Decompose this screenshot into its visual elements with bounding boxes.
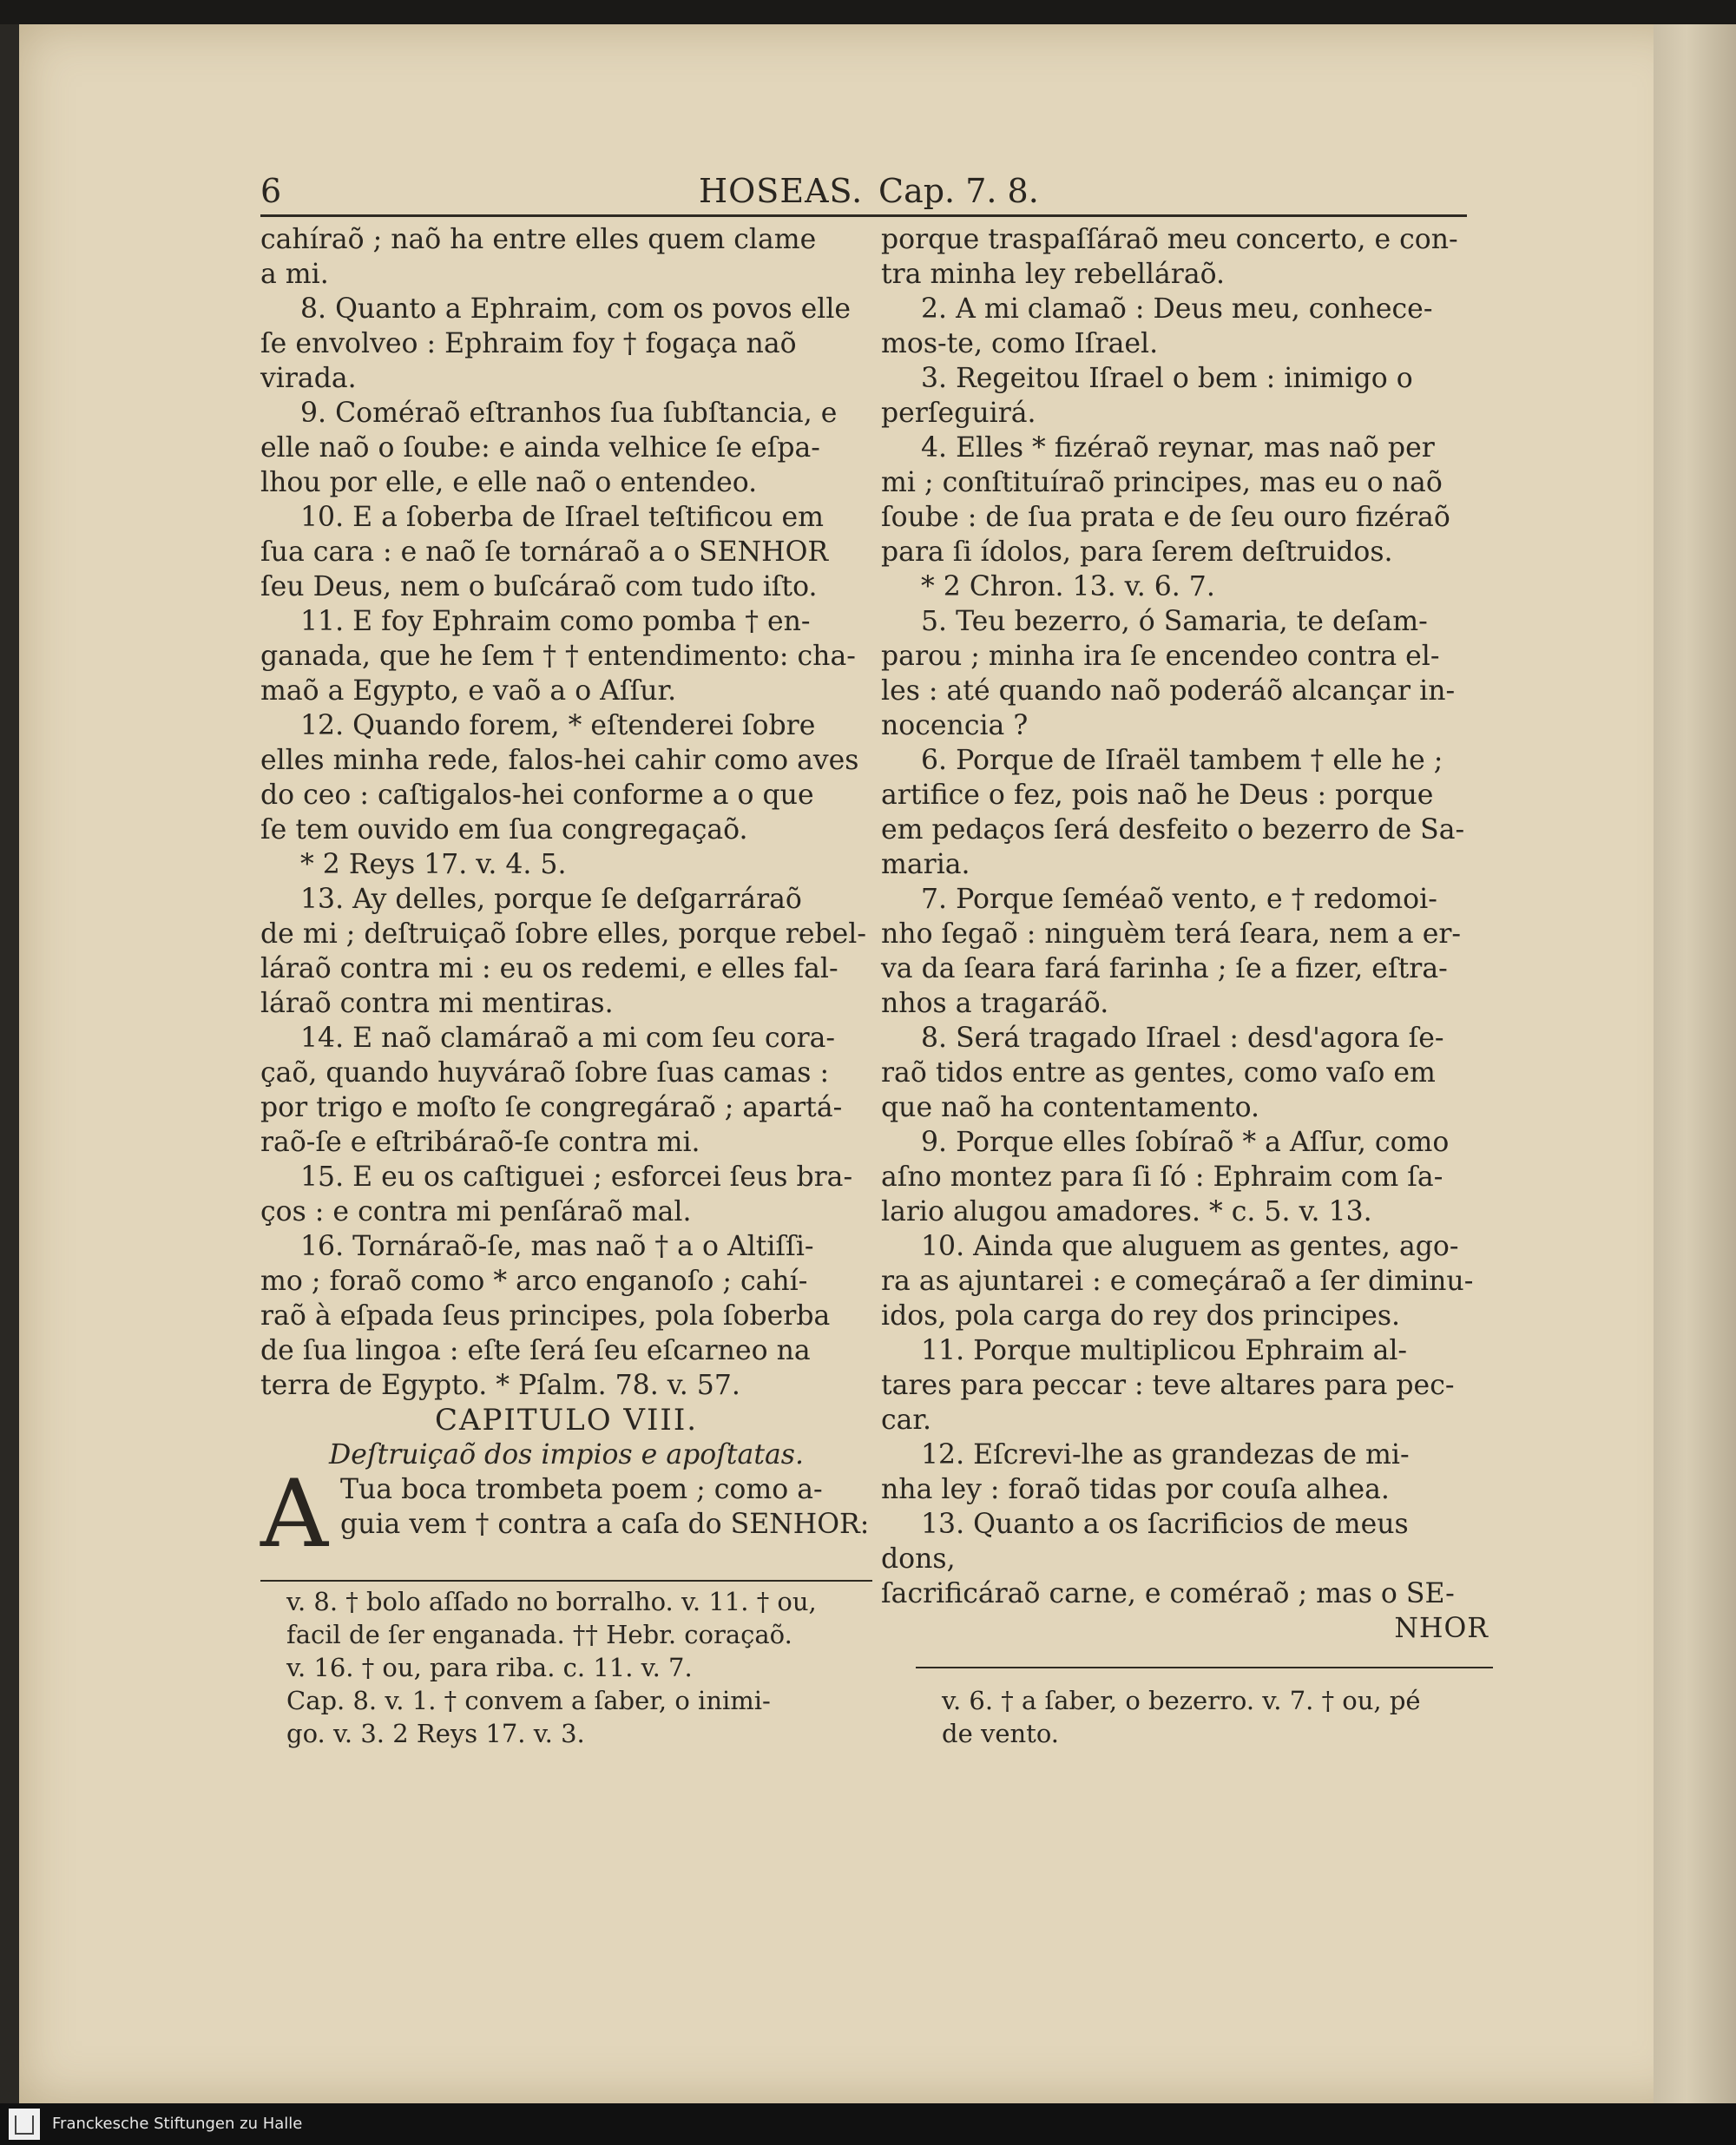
text-line: car. — [881, 1405, 932, 1436]
text-line: 2. A mi clamaõ : Deus meu, conhece- — [921, 293, 1433, 325]
text-line: por trigo e moſto ſe congregáraõ ; apartá- — [260, 1092, 843, 1123]
right-footnote-rule — [916, 1667, 1493, 1668]
text-line: elle naõ o ſoube: e ainda velhice ſe eſpa- — [260, 432, 820, 464]
text-line: 11. Porque multiplicou Ephraim al- — [921, 1335, 1408, 1366]
text-line: guia vem † contra a caſa do SENHOR: — [340, 1509, 870, 1540]
text-line: lhou por elle, e elle naõ o entendeo. — [260, 467, 758, 498]
header-rule — [260, 214, 1467, 217]
text-line: do ceo : caſtigalos-hei conforme a o que — [260, 780, 814, 811]
text-line: 11. E foy Ephraim como pomba † en- — [300, 606, 811, 637]
text-line: a mi. — [260, 259, 329, 290]
text-line: 16. Tornáraõ-ſe, mas naõ † a o Altiſſi- — [300, 1231, 814, 1262]
chapter-heading: CAPITULO VIII. — [434, 1403, 699, 1438]
running-title: HOSEAS. — [699, 172, 864, 210]
text-line: artifice o fez, pois naõ he Deus : porque — [881, 780, 1434, 811]
text-line: ganada, que he ſem † † entendimento: cha- — [260, 641, 856, 672]
text-line: 12. Quando forem, * eſtenderei ſobre — [300, 710, 816, 741]
left-column-text — [260, 222, 872, 1403]
text-line: ços : e contra mi penſáraõ mal. — [260, 1196, 692, 1227]
archive-name: Franckesche Stiftungen zu Halle — [52, 2115, 303, 2133]
text-line: Tua boca trombeta poem ; como a- — [340, 1474, 823, 1505]
text-line: ſe tem ouvido em ſua congregaçaõ. — [260, 814, 748, 845]
footnote-line: v. 6. † a ſaber, o bezerro. v. 7. † ou, pé — [942, 1686, 1421, 1715]
text-line: porque traspaſſáraõ meu concerto, e con- — [881, 224, 1458, 255]
text-line: tra minha ley rebelláraõ. — [881, 259, 1226, 290]
scan-top-border — [0, 0, 1736, 24]
text-line: terra de Egypto. * Pſalm. 78. v. 57. — [260, 1370, 740, 1401]
text-line: 4. Elles * fizéraõ reynar, mas naõ per — [921, 432, 1435, 464]
text-line: raõ-ſe e eſtribáraõ-ſe contra mi. — [260, 1127, 700, 1158]
text-line: ſoube : de ſua prata e de ſeu ouro fizéraõ — [881, 502, 1450, 533]
text-line: cahíraõ ; naõ ha entre elles quem clame — [260, 224, 817, 255]
chapter-reference: Cap. 7. 8. — [878, 172, 1039, 210]
text-line: láraõ contra mi mentiras. — [260, 988, 614, 1019]
text-line: nha ley : foraõ tidas por couſa alhea. — [881, 1474, 1390, 1505]
text-line: 7. Porque ſeméaõ vento, e † redomoi- — [921, 884, 1437, 915]
text-line: 8. Será tragado Iſrael : desd'agora ſe- — [921, 1023, 1444, 1054]
text-line: 14. E naõ clamáraõ a mi com ſeu cora- — [300, 1023, 836, 1054]
text-line: nho ſegaõ : ninguèm terá ſeara, nem a er- — [881, 918, 1462, 950]
text-line: 5. Teu bezerro, ó Samaria, te deſam- — [921, 606, 1428, 637]
footnote-line: Cap. 8. v. 1. † convem a ſaber, o inimi- — [286, 1686, 771, 1715]
text-line: 3. Regeitou Iſrael o bem : inimigo o — [921, 363, 1413, 394]
text-line: ſe envolveo : Ephraim foy † fogaça naõ — [260, 328, 797, 359]
text-line: de mi ; deſtruiçaõ ſobre elles, porque rebel- — [260, 918, 866, 950]
right-footnotes — [942, 1684, 1497, 1750]
text-line: nocencia ? — [881, 710, 1029, 741]
catchword: NHOR — [1394, 1613, 1489, 1644]
right-column-text — [881, 222, 1489, 1611]
footnote-line: go. v. 3. 2 Reys 17. v. 3. — [286, 1719, 585, 1748]
text-line: ra as ajuntarei : e começáraõ a ſer diminu- — [881, 1266, 1474, 1297]
text-line: çaõ, quando huyváraõ ſobre ſuas camas : — [260, 1057, 830, 1089]
drop-cap: A — [260, 1460, 328, 1569]
text-line: nhos a tragaráõ. — [881, 988, 1109, 1019]
page-edge — [1654, 24, 1736, 2103]
text-line: * 2 Chron. 13. v. 6. 7. — [921, 571, 1215, 602]
text-line: 10. E a ſoberba de Iſrael teſtificou em — [300, 502, 824, 533]
text-line: ſeu Deus, nem o buſcáraõ com tudo iſto. — [260, 571, 818, 602]
chapter-summary: Deſtruiçaõ dos impios e apoſtatas. — [329, 1439, 804, 1471]
chapter-opening — [260, 1460, 872, 1569]
text-line: ſacrificáraõ carne, e coméraõ ; mas o SE- — [881, 1578, 1455, 1609]
footnote-line: facil de ſer enganada. †† Hebr. coraçaõ. — [286, 1620, 792, 1649]
text-line: 15. E eu os caſtiguei ; esforcei ſeus bra- — [300, 1161, 853, 1193]
text-line: lario alugou amadores. * c. 5. v. 13. — [881, 1196, 1372, 1227]
text-line: de ſua lingoa : eſte ſerá ſeu eſcarneo na — [260, 1335, 811, 1366]
text-line: les : até quando naõ poderáõ alcançar in- — [881, 675, 1456, 707]
text-line: em pedaços ſerá desfeito o bezerro de Sa- — [881, 814, 1465, 845]
text-line: 9. Coméraõ eſtranhos ſua ſubſtancia, e — [300, 398, 838, 429]
text-line: 6. Porque de Iſraël tambem † elle he ; — [921, 745, 1443, 776]
running-header — [260, 174, 1471, 215]
text-line: mo ; foraõ como * arco enganoſo ; cahí- — [260, 1266, 808, 1297]
text-line: 13. Quanto a os ſacrificios de meus dons, — [881, 1509, 1409, 1575]
right-column — [881, 222, 1489, 1646]
text-line: tares para peccar : teve altares para pec- — [881, 1370, 1455, 1401]
text-line: aſno montez para ſi ſó : Ephraim com ſa- — [881, 1161, 1443, 1193]
text-line: parou ; minha ira ſe encendeo contra el- — [881, 641, 1440, 672]
left-footnotes — [286, 1585, 877, 1750]
footnote-line: v. 16. † ou, para riba. c. 11. v. 7. — [286, 1653, 693, 1682]
archive-footer — [0, 2103, 1736, 2145]
left-column — [260, 222, 872, 1569]
text-line: maria. — [881, 849, 970, 880]
text-line: perſeguirá. — [881, 398, 1036, 429]
text-line: elles minha rede, falos-hei cahir como aves — [260, 745, 859, 776]
text-line: 12. Eſcrevi-lhe as grandezas de mi- — [921, 1439, 1410, 1471]
footnote-line: de vento. — [942, 1719, 1059, 1748]
text-line: 10. Ainda que aluguem as gentes, ago- — [921, 1231, 1459, 1262]
text-line: raõ à eſpada ſeus principes, pola ſoberba — [260, 1300, 831, 1332]
text-line: mi ; conſtituíraõ principes, mas eu o naõ — [881, 467, 1443, 498]
text-line: * 2 Reys 17. v. 4. 5. — [300, 849, 567, 880]
footnote-line: v. 8. † bolo aſſado no borralho. v. 11. † ou, — [286, 1587, 817, 1616]
text-line: para ſi ídolos, para ſerem deſtruidos. — [881, 536, 1393, 568]
text-line: láraõ contra mi : eu os redemi, e elles fal- — [260, 953, 838, 984]
text-line: raõ tidos entre as gentes, como vaſo em — [881, 1057, 1436, 1089]
text-line: va da ſeara fará farinha ; ſe a fizer, eſtra- — [881, 953, 1448, 984]
left-footnote-rule — [260, 1580, 872, 1582]
text-line: 13. Ay delles, porque ſe deſgarráraõ — [300, 884, 802, 915]
text-line: que naõ ha contentamento. — [881, 1092, 1260, 1123]
text-line: idos, pola carga do rey dos principes. — [881, 1300, 1401, 1332]
text-line: 9. Porque elles ſobíraõ * a Aſſur, como — [921, 1127, 1450, 1158]
text-line: virada. — [260, 363, 357, 394]
text-line: 8. Quanto a Ephraim, com os povos elle — [300, 293, 852, 325]
archive-logo-icon — [9, 2109, 40, 2140]
text-line: maõ a Egypto, e vaõ a o Aſſur. — [260, 675, 677, 707]
text-line: ſua cara : e naõ ſe tornáraõ a o SENHOR — [260, 536, 829, 568]
page-number: 6 — [260, 172, 282, 210]
text-line: mos-te, como Iſrael. — [881, 328, 1159, 359]
